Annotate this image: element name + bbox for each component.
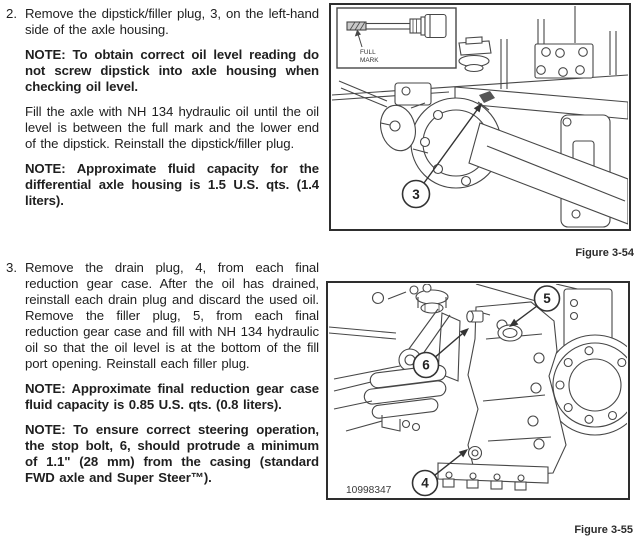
figure-3-55-caption: Figure 3-55 (574, 524, 633, 536)
step-3-paragraph: Remove the drain plug, 4, from each final reduction gear case. After the oil has drained, reinstall each drain plug and discard the used oil. Remove the filler plug, 5, from each final reduction gear case and fill with NH 134 hydraulic oil so that the oil level is at the bottom of the fill port opening. Reinstall each filler plug. (25, 260, 319, 371)
step-3-instruction (6, 260, 319, 486)
full-mark-label-line1: FULL (360, 49, 376, 56)
figure-3-54-caption: Figure 3-54 (575, 247, 634, 259)
callout-3-label: 3 (412, 187, 420, 202)
note-fluid-capacity-axle: NOTE: Approximate fluid capacity for the differential axle housing is 1.5 U.S. qts. (1.4 liters). (25, 161, 319, 208)
note-oil-level-reading: NOTE: To obtain correct oil level reading do not screw dipstick into axle housing when checking oil level. (25, 47, 319, 94)
figure-3-54 (329, 3, 631, 231)
fill-axle-paragraph: Fill the axle with NH 134 hydraulic oil until the oil level is between the full mark and the lower end of the dipstick. Reinstall the dipstick/filler plug. (25, 104, 319, 151)
instruction-text-column (6, 6, 319, 495)
final-reduction-gear-case-illustration (326, 281, 630, 500)
step-2-paragraph: Remove the dipstick/filler plug, 3, on the left-hand side of the axle housing. (25, 6, 319, 37)
axle-housing-illustration (329, 3, 631, 231)
step-2-number: 2. (6, 6, 17, 21)
step-3-number: 3. (6, 260, 17, 275)
dipstick-inset (337, 8, 456, 68)
note-stop-bolt: NOTE: To ensure correct steering operation, the stop bolt, 6, should protrude a minimum of 1.1" (28 mm) from the casing (standard FWD axle and Super Steer™). (25, 422, 319, 485)
callout-5-label: 5 (543, 291, 551, 306)
full-mark-label-line2: MARK (360, 57, 379, 64)
step-2-instruction (6, 6, 319, 209)
photo-id: 10998347 (346, 485, 392, 496)
callout-4-label: 4 (421, 475, 429, 491)
dipstick-full-mark-zone (347, 22, 366, 30)
callout-6-label: 6 (422, 357, 430, 373)
note-fluid-capacity-gear-case: NOTE: Approximate final reduction gear case fluid capacity is 0.85 U.S. qts. (0.8 liters). (25, 381, 319, 412)
figure-3-55 (326, 281, 630, 500)
